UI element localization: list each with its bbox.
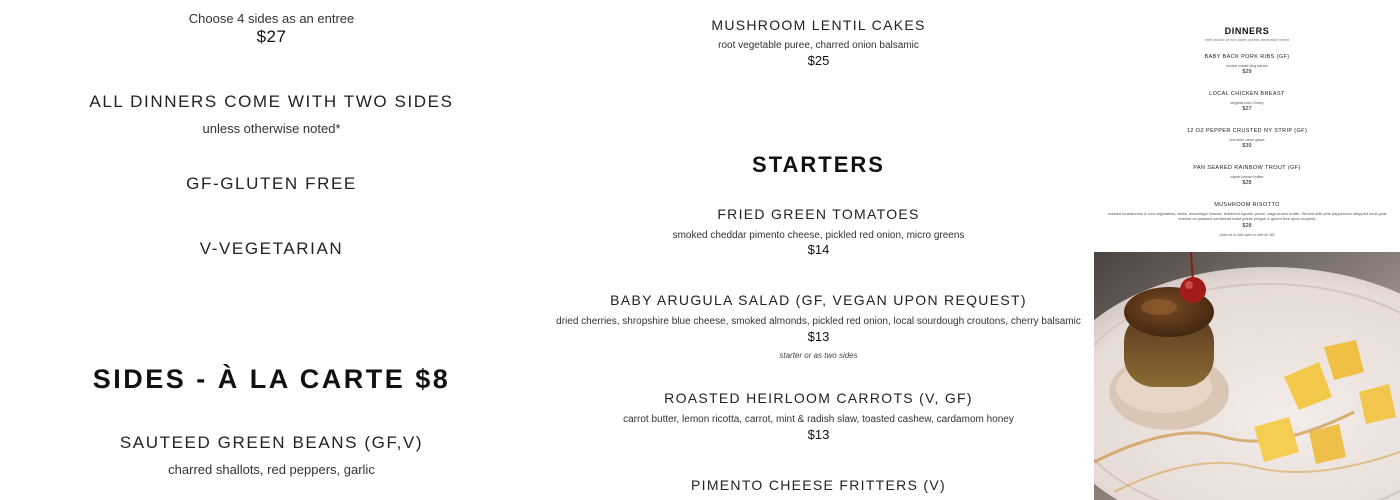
menu-item-price: $13 (807, 427, 830, 442)
starters-heading: STARTERS (752, 152, 885, 177)
menu-item-desc: root vegetable puree, charred onion balsamic (718, 40, 919, 51)
menu-right-column (1094, 0, 1400, 500)
menu-item-name: BABY ARUGULA SALAD (GF, VEGAN UPON REQUEST) (610, 292, 1027, 308)
thumbnail-item-price: $29 (1242, 69, 1252, 75)
sides-heading: SIDES - À LA CARTE $8 (92, 364, 451, 394)
thumbnail-item-price: $28 (1242, 180, 1252, 186)
menu-item-price: $13 (807, 329, 830, 344)
dinners-note-sub: unless otherwise noted* (202, 121, 341, 136)
thumbnail-item-price: $27 (1242, 106, 1252, 112)
menu-item-desc: carrot butter, lemon ricotta, carrot, mint & radish slaw, toasted cashew, cardamom honey (623, 414, 1014, 425)
thumbnail-item-desc: caper brown butter (1230, 174, 1264, 179)
menu-item-name: MUSHROOM LENTIL CAKES (711, 17, 926, 33)
dinners-menu-thumbnail (1094, 0, 1400, 252)
thumbnail-item-name: MUSHROOM RISOTTO (1214, 202, 1280, 208)
thumbnail-item-name: LOCAL CHICKEN BREAST (1209, 91, 1285, 97)
thumbnail-item-desc: roasted mushrooms & root vegetables, leeks, manchego cheese, butternut squash puree, sage brown butter. Served with pink peppercorn whipped local goat cheese on yeasted cornbread toast points (vegan & gluten free upon request) (1107, 211, 1387, 221)
choose-sides-text: Choose 4 sides as an entree (188, 11, 355, 26)
thumbnail-item-name: PAN SEARED RAINBOW TROUT (GF) (1193, 165, 1301, 171)
thumbnail-subtitle: with choice of two sides unless otherwise noted (1204, 37, 1290, 42)
menu-middle-column (543, 0, 1094, 500)
menu-item-desc: smoked cheddar pimento cheese, pickled red onion, micro greens (672, 230, 965, 241)
side-item-name: SAUTEED GREEN BEANS (GF,V) (119, 433, 424, 452)
menu-item-note: starter or as two sides (779, 351, 858, 360)
menu-item-price: $25 (807, 53, 830, 68)
side-item-desc: charred shallots, red peppers, garlic (168, 462, 375, 477)
dessert-photo (1094, 252, 1400, 500)
thumbnail-item-note: (Add iris to add sides to side for $8) (1219, 233, 1275, 237)
dessert-photo-image (1094, 252, 1400, 500)
gluten-free-legend: GF-GLUTEN FREE (186, 174, 357, 193)
vegetarian-legend: V-VEGETARIAN (199, 239, 344, 258)
choose-sides-price: $27 (256, 27, 287, 46)
thumbnail-item-desc: red wine demi glace (1229, 137, 1265, 142)
dinners-note: ALL DINNERS COME WITH TWO SIDES (89, 92, 454, 111)
menu-item-name: FRIED GREEN TOMATOES (717, 206, 920, 222)
thumbnail-item-desc: virginia ham Gravy (1230, 100, 1264, 105)
thumbnail-item-name: 12 OZ PEPPER CRUSTED NY STRIP (GF) (1186, 128, 1308, 134)
thumbnail-item-desc: house made bbq sauce (1226, 63, 1268, 68)
menu-left-column (0, 0, 543, 500)
thumbnail-item-price: $39 (1242, 143, 1252, 149)
thumbnail-title: DINNERS (1224, 26, 1270, 36)
menu-item-desc: dried cherries, shropshire blue cheese, smoked almonds, pickled red onion, local sourdough croutons, cherry balsamic (556, 316, 1081, 327)
menu-item-name: ROASTED HEIRLOOM CARROTS (V, GF) (664, 390, 973, 406)
menu-item-name: PIMENTO CHEESE FRITTERS (V) (691, 477, 946, 493)
menu-item-price: $14 (807, 242, 830, 257)
thumbnail-item-price: $28 (1242, 223, 1252, 229)
thumbnail-item-name: BABY BACK PORK RIBS (GF) (1204, 54, 1290, 60)
